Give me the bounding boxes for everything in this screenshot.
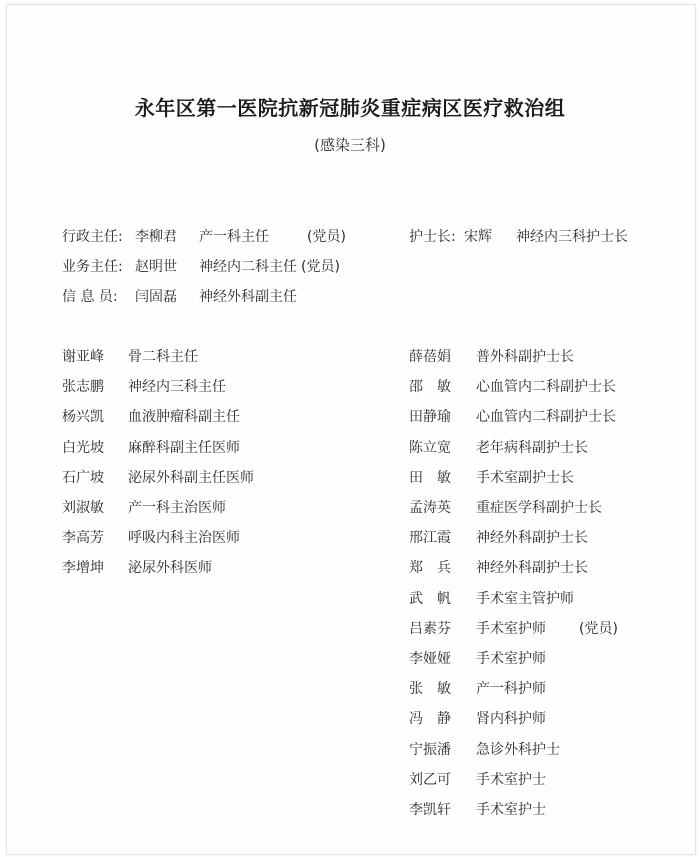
nurse-position: 急诊外科护士	[476, 741, 560, 758]
nurse-position: 手术室副护士长	[476, 469, 574, 486]
head-nurse-position: 神经内三科护士长	[516, 229, 628, 245]
doctor-position: 产一科主治医师	[128, 500, 226, 516]
nurse-name: 刘乙可	[409, 771, 451, 788]
leader-name: 赵明世	[135, 259, 177, 275]
doctor-name: 杨兴凯	[62, 409, 104, 426]
doctor-name: 刘淑敏	[62, 500, 104, 516]
doctor-name: 李增坤	[62, 560, 104, 577]
doctor-position: 呼吸内科主治医师	[128, 530, 240, 547]
nurse-name: 田静瑜	[409, 409, 451, 426]
nurse-name: 田 敏	[409, 469, 451, 486]
doctor-name: 谢亚峰	[62, 349, 104, 365]
nurse-name: 武 帆	[409, 590, 451, 607]
nurse-position: 普外科副护士长	[476, 349, 574, 365]
nurse-name: 邵 敏	[409, 379, 451, 396]
nurse-name: 陈立宽	[409, 439, 451, 456]
doctor-name: 张志鹏	[62, 379, 104, 396]
nurse-position: 手术室主管护师	[476, 590, 574, 607]
leader-role: 业务主任:	[62, 259, 123, 275]
leader-position: 产一科主任	[199, 229, 269, 245]
nurse-name: 郑 兵	[409, 560, 451, 577]
document-subtitle: (感染三科)	[314, 136, 386, 154]
nurse-name: 宁振潘	[409, 741, 451, 758]
nurse-position: 产一科护师	[476, 681, 546, 698]
nurse-position: 心血管内二科副护士长	[476, 379, 616, 396]
nurse-name: 李娅娅	[409, 651, 451, 667]
leader-position: 神经内二科主任	[199, 259, 297, 275]
leader-position: 神经外科副主任	[199, 289, 297, 305]
nurse-position: 手术室护士	[476, 771, 546, 788]
doctor-position: 泌尿外科副主任医师	[128, 469, 254, 486]
nurse-position: 神经外科副护士长	[476, 530, 588, 547]
nurse-position: 神经外科副护士长	[476, 560, 588, 577]
nurse-position: 心血管内二科副护士长	[476, 409, 616, 426]
doctor-name: 白光坡	[62, 439, 104, 456]
nurse-position: 手术室护师	[476, 620, 546, 637]
doctor-name: 石广坡	[62, 469, 104, 486]
leader-role: 行政主任:	[62, 229, 123, 245]
nurse-name: 张 敏	[409, 681, 451, 698]
nurse-position: 肾内科护师	[476, 711, 546, 728]
leader-note: (党员)	[307, 229, 346, 245]
leader-role: 信 息 员:	[62, 289, 118, 305]
leader-name: 闫固磊	[135, 289, 177, 305]
doctor-position: 骨二科主任	[128, 349, 198, 365]
doctor-position: 血液肿瘤科副主任	[128, 409, 240, 426]
doctor-position: 神经内三科主任	[128, 379, 226, 396]
nurse-position: 老年病科副护士长	[476, 439, 588, 456]
nurse-position: 重症医学科副护士长	[476, 500, 602, 516]
leader-name: 李柳君	[135, 229, 177, 245]
document-title: 永年区第一医院抗新冠肺炎重症病区医疗救治组	[134, 96, 566, 120]
document-page	[6, 4, 696, 855]
nurse-name: 邢江霞	[409, 530, 451, 547]
nurse-name: 李凯轩	[409, 802, 451, 818]
doctor-position: 麻醉科副主任医师	[128, 439, 240, 456]
nurse-name: 薛蓓娟	[409, 349, 451, 365]
head-nurse-name: 宋辉	[464, 229, 492, 245]
nurse-name: 吕素芬	[409, 620, 451, 637]
nurse-position: 手术室护师	[476, 651, 546, 667]
doctor-name: 李高芳	[62, 530, 104, 547]
nurse-name: 冯 静	[409, 711, 451, 728]
nurse-name: 孟涛英	[409, 500, 451, 516]
nurse-position: 手术室护士	[476, 802, 546, 818]
nurse-note: (党员)	[579, 620, 618, 637]
doctor-position: 泌尿外科医师	[128, 560, 212, 577]
leader-note: (党员)	[301, 259, 340, 275]
head-nurse-role: 护士长:	[409, 229, 456, 245]
